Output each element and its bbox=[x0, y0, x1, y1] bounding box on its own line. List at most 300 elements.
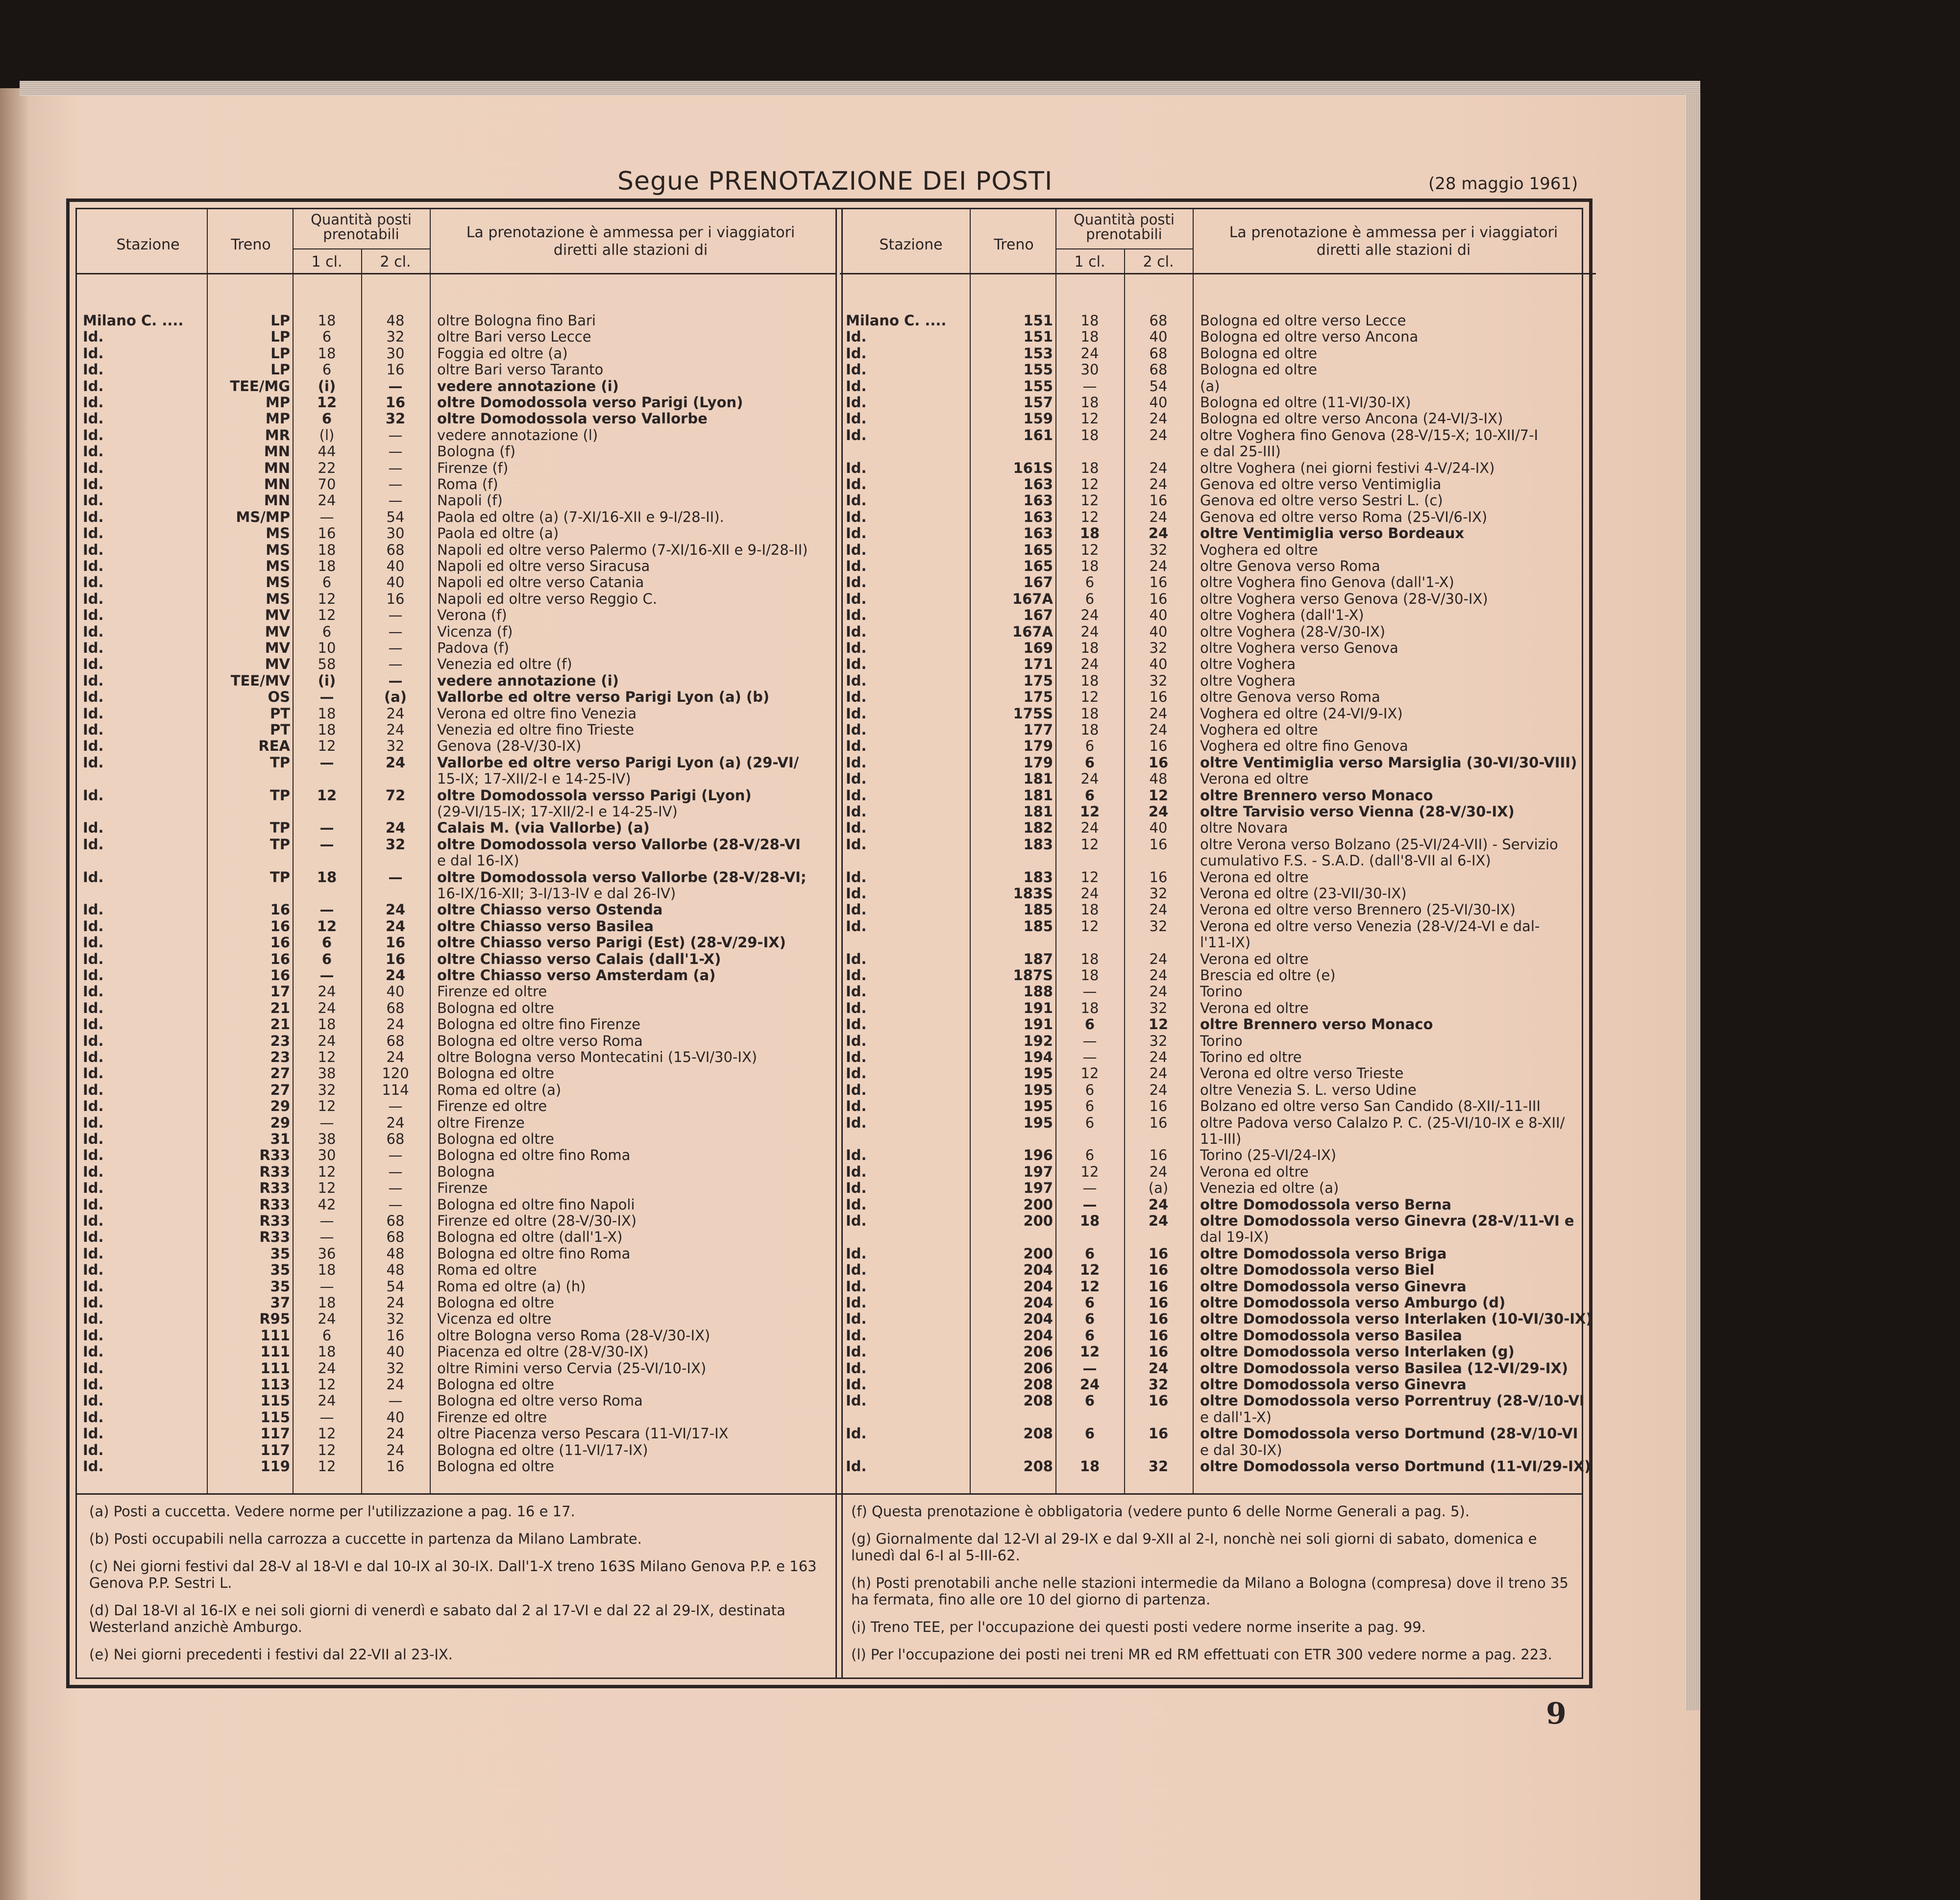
station-cell: Id. bbox=[846, 1425, 867, 1442]
second-class-cell: 32 bbox=[1148, 1376, 1169, 1393]
table-row bbox=[77, 558, 835, 574]
table-row bbox=[77, 672, 835, 689]
second-class-cell: 24 bbox=[386, 705, 405, 722]
station-cell: Id. bbox=[83, 754, 104, 771]
table-row bbox=[77, 640, 835, 656]
note-cell: Bologna ed oltre verso Lecce bbox=[1200, 312, 1406, 329]
second-class-cell: — bbox=[388, 426, 403, 444]
table-row bbox=[840, 361, 1596, 377]
table-row bbox=[77, 1212, 835, 1229]
note-cell: oltre Domodossola verso Basilea (12-VI/29-IX) bbox=[1200, 1359, 1568, 1377]
second-class-cell: 24 bbox=[1149, 901, 1168, 918]
second-class-cell: 40 bbox=[386, 1343, 405, 1360]
station-cell: Id. bbox=[83, 819, 104, 837]
station-cell: Id. bbox=[846, 1180, 867, 1197]
table-row bbox=[77, 819, 835, 836]
table-row bbox=[77, 492, 835, 508]
station-cell: Id. bbox=[83, 1180, 104, 1197]
note-cell: Bologna ed oltre bbox=[437, 1131, 554, 1147]
station-cell: Id. bbox=[846, 1049, 867, 1065]
table-row bbox=[77, 1392, 835, 1408]
note-cell: Verona ed oltre bbox=[1200, 999, 1309, 1016]
note-cell: Roma ed oltre bbox=[437, 1261, 537, 1279]
note-cell: Verona ed oltre verso Brennero (25-VI/30-IX) bbox=[1200, 901, 1516, 918]
first-class-cell: — bbox=[1082, 1196, 1097, 1213]
first-class-cell: 18 bbox=[1080, 950, 1099, 967]
note-cell: Bologna ed oltre verso Ancona bbox=[1200, 328, 1419, 345]
first-class-cell: 6 bbox=[1084, 1310, 1095, 1328]
table-row bbox=[77, 852, 835, 868]
second-class-cell: 16 bbox=[1149, 1114, 1168, 1131]
station-cell: Id. bbox=[846, 623, 867, 640]
first-class-cell: 6 bbox=[1085, 574, 1095, 591]
second-class-cell: — bbox=[388, 476, 403, 493]
table-row bbox=[840, 1114, 1596, 1131]
station-cell: Id. bbox=[846, 1392, 867, 1409]
table-row bbox=[840, 1425, 1596, 1441]
station-cell: Id. bbox=[846, 410, 867, 427]
note-cell: Paola ed oltre (a) bbox=[437, 525, 559, 542]
first-class-cell: 12 bbox=[1080, 836, 1099, 853]
first-class-cell: — bbox=[1082, 1049, 1097, 1065]
station-cell: Id. bbox=[83, 1310, 104, 1328]
table-row bbox=[840, 705, 1596, 721]
note-cell: oltre Domodossola verso Dortmund (11-VI/29-IX) bbox=[1200, 1458, 1591, 1475]
train-cell: 115 bbox=[260, 1392, 290, 1409]
station-cell: Id. bbox=[83, 345, 104, 362]
train-cell: 117 bbox=[260, 1441, 290, 1458]
second-class-cell: 16 bbox=[386, 361, 405, 378]
station-cell: Id. bbox=[846, 394, 867, 411]
note-cell: Vicenza ed oltre bbox=[437, 1310, 552, 1328]
train-cell: 27 bbox=[270, 1065, 290, 1082]
header-stazione: Stazione bbox=[116, 236, 180, 253]
first-class-cell: 38 bbox=[318, 1131, 336, 1147]
footnote: (b) Posti occupabili nella carrozza a cuccette in partenza da Milano Lambrate. bbox=[89, 1530, 642, 1547]
train-cell: 35 bbox=[270, 1245, 290, 1262]
train-cell: 183 bbox=[1023, 836, 1053, 853]
station-cell: Id. bbox=[83, 917, 104, 935]
station-cell: Id. bbox=[83, 640, 104, 656]
second-class-cell: 24 bbox=[1149, 983, 1168, 1000]
table-row bbox=[77, 934, 835, 950]
note-cell: oltre Domodossola versso Parigi (Lyon) bbox=[437, 787, 752, 804]
train-cell: MN bbox=[264, 492, 290, 509]
first-class-cell: 18 bbox=[318, 721, 336, 738]
first-class-cell: (i) bbox=[318, 377, 336, 395]
train-cell: 113 bbox=[260, 1376, 290, 1393]
table-row bbox=[840, 1065, 1596, 1081]
second-class-cell: 16 bbox=[1148, 1261, 1169, 1279]
table-row bbox=[840, 607, 1596, 623]
second-class-cell: 24 bbox=[1149, 476, 1168, 493]
station-cell: Id. bbox=[846, 1278, 867, 1295]
note-cell: Napoli (f) bbox=[437, 492, 503, 509]
table-row bbox=[840, 460, 1596, 476]
table-row bbox=[840, 901, 1596, 917]
first-class-cell: 58 bbox=[318, 656, 336, 673]
note-cell: Venezia ed oltre (a) bbox=[1200, 1180, 1339, 1197]
train-cell: TP bbox=[270, 787, 290, 804]
station-cell: Id. bbox=[83, 836, 104, 853]
first-class-cell: 44 bbox=[318, 443, 336, 460]
second-class-cell: 48 bbox=[1149, 770, 1168, 788]
station-cell: Id. bbox=[83, 705, 104, 722]
first-class-cell: 12 bbox=[1080, 508, 1099, 525]
second-class-cell: 68 bbox=[386, 1229, 405, 1246]
note-cell: Roma ed oltre (a) (h) bbox=[437, 1278, 586, 1295]
table-row bbox=[840, 1098, 1596, 1114]
train-cell: LP bbox=[270, 312, 290, 329]
note-cell: oltre Voghera (nei giorni festivi 4-V/24-IX) bbox=[1200, 459, 1495, 476]
train-cell: 163 bbox=[1023, 525, 1053, 542]
first-class-cell: 12 bbox=[318, 1458, 336, 1475]
table-row bbox=[77, 1196, 835, 1212]
second-class-cell: — bbox=[388, 640, 403, 656]
note-cell: Genova ed oltre verso Ventimiglia bbox=[1200, 476, 1442, 493]
table-row bbox=[77, 1425, 835, 1441]
note-cell: Voghera ed oltre bbox=[1200, 721, 1318, 738]
first-class-cell: 18 bbox=[1079, 525, 1100, 542]
note-cell: Bologna bbox=[437, 1163, 495, 1180]
station-cell: Id. bbox=[83, 508, 104, 525]
station-cell: Id. bbox=[846, 1245, 867, 1262]
second-class-cell: 24 bbox=[386, 1114, 405, 1131]
first-class-cell: 12 bbox=[1080, 476, 1099, 493]
train-cell: 181 bbox=[1023, 770, 1053, 788]
station-cell: Id. bbox=[846, 689, 867, 706]
first-class-cell: 12 bbox=[1080, 410, 1099, 427]
second-class-cell: 16 bbox=[1148, 754, 1169, 771]
note-cell: Bologna ed oltre verso Roma bbox=[437, 1392, 643, 1409]
first-class-cell: 12 bbox=[1080, 1163, 1099, 1180]
note-cell: Napoli ed oltre verso Reggio C. bbox=[437, 590, 657, 607]
table-row bbox=[77, 361, 835, 377]
station-cell: Id. bbox=[846, 590, 867, 607]
train-cell: 167A bbox=[1012, 623, 1053, 640]
first-class-cell: 24 bbox=[318, 1032, 336, 1049]
first-class-cell: 12 bbox=[318, 590, 336, 607]
table-row bbox=[840, 951, 1596, 967]
note-cell: Verona ed oltre fino Venezia bbox=[437, 705, 637, 722]
table-row bbox=[840, 328, 1596, 345]
station-cell: Id. bbox=[83, 1229, 104, 1246]
train-cell: 204 bbox=[1023, 1278, 1053, 1295]
station-cell: Id. bbox=[846, 819, 867, 837]
first-class-cell: (l) bbox=[319, 426, 335, 444]
second-class-cell: 48 bbox=[386, 1245, 405, 1262]
train-cell: 155 bbox=[1023, 377, 1053, 395]
train-cell: MP bbox=[265, 394, 290, 411]
train-cell: 151 bbox=[1023, 328, 1053, 345]
station-cell: Id. bbox=[83, 656, 104, 673]
note-cell: Genova (28-V/30-IX) bbox=[437, 738, 582, 755]
train-cell: 111 bbox=[260, 1343, 290, 1360]
first-class-cell: 6 bbox=[1084, 787, 1095, 804]
train-cell: 188 bbox=[1023, 983, 1053, 1000]
station-cell: Id. bbox=[83, 476, 104, 493]
first-class-cell: 6 bbox=[1085, 590, 1095, 607]
note-cell: Firenze (f) bbox=[437, 459, 509, 476]
note-cell: Torino ed oltre bbox=[1200, 1049, 1302, 1065]
note-cell: Roma (f) bbox=[437, 476, 498, 493]
note-cell: dal 19-IX) bbox=[1200, 1229, 1269, 1246]
note-cell: Voghera ed oltre bbox=[1200, 541, 1318, 558]
train-cell: 165 bbox=[1023, 541, 1053, 558]
second-class-cell: 16 bbox=[1148, 1278, 1169, 1295]
second-class-cell: 24 bbox=[1148, 525, 1169, 542]
train-cell: 151 bbox=[1023, 312, 1053, 329]
train-cell: 185 bbox=[1023, 901, 1053, 918]
train-cell: 192 bbox=[1023, 1032, 1053, 1049]
table-row bbox=[840, 410, 1596, 426]
table-row bbox=[840, 885, 1596, 901]
note-cell: oltre Ventimiglia verso Bordeaux bbox=[1200, 525, 1465, 542]
station-cell: Id. bbox=[83, 1016, 104, 1033]
station-cell: Milano C. .... bbox=[83, 312, 184, 329]
train-cell: LP bbox=[270, 345, 290, 362]
table-row bbox=[840, 591, 1596, 607]
table-row bbox=[840, 1310, 1596, 1327]
table-row bbox=[77, 1327, 835, 1343]
train-cell: R33 bbox=[259, 1147, 290, 1164]
footnote: (l) Per l'occupazione dei posti nei treni MR ed RM effettuati con ETR 300 vedere norme a pag. 223. bbox=[851, 1646, 1552, 1663]
first-class-cell: 30 bbox=[1080, 361, 1099, 378]
second-class-cell: 30 bbox=[386, 345, 405, 362]
first-class-cell: 42 bbox=[318, 1196, 336, 1213]
first-class-cell: 6 bbox=[321, 410, 332, 427]
table-row bbox=[840, 427, 1596, 443]
footnote: (d) Dal 18-VI al 16-IX e nei soli giorni di venerdì e sabato dal 2 al 17-VI e dal 22 al 29-IX, destinata Westerland anzichè Amburgo. bbox=[89, 1602, 785, 1635]
train-cell: TEE/MG bbox=[230, 377, 290, 395]
second-class-cell: 48 bbox=[386, 312, 405, 329]
table-row bbox=[840, 476, 1596, 492]
first-class-cell: 16 bbox=[318, 525, 336, 542]
first-class-cell: — bbox=[319, 901, 334, 918]
first-class-cell: (i) bbox=[318, 672, 336, 689]
train-cell: 155 bbox=[1023, 361, 1053, 378]
second-class-cell: 24 bbox=[1149, 967, 1168, 984]
table-row bbox=[840, 1196, 1596, 1212]
note-cell: e dal 16-IX) bbox=[437, 852, 519, 869]
first-class-cell: 24 bbox=[1079, 1376, 1100, 1393]
table-row bbox=[77, 1310, 835, 1327]
train-cell: 163 bbox=[1023, 476, 1053, 493]
table-row bbox=[840, 836, 1596, 852]
station-cell: Id. bbox=[846, 328, 867, 345]
train-cell: PT bbox=[270, 705, 290, 722]
train-cell: MS bbox=[266, 574, 290, 591]
station-cell: Id. bbox=[846, 1359, 867, 1377]
table-header bbox=[840, 209, 1596, 274]
note-cell: Torino bbox=[1200, 983, 1243, 1000]
train-cell: MV bbox=[265, 640, 290, 656]
first-class-cell: 12 bbox=[1080, 917, 1099, 935]
train-cell: 163 bbox=[1023, 492, 1053, 509]
note-cell: oltre Tarvisio verso Vienna (28-V/30-IX) bbox=[1200, 803, 1515, 820]
train-cell: 181 bbox=[1023, 787, 1053, 804]
second-class-cell: 16 bbox=[385, 934, 406, 951]
station-cell: Id. bbox=[846, 541, 867, 558]
first-class-cell: 12 bbox=[318, 1049, 336, 1065]
train-cell: 185 bbox=[1023, 917, 1053, 935]
table-row bbox=[840, 869, 1596, 885]
table-row bbox=[77, 901, 835, 917]
train-cell: 208 bbox=[1023, 1392, 1053, 1409]
train-cell: 111 bbox=[260, 1359, 290, 1377]
table-row bbox=[77, 607, 835, 623]
station-cell: Id. bbox=[83, 459, 104, 476]
table-row bbox=[77, 460, 835, 476]
station-cell: Id. bbox=[83, 1114, 104, 1131]
station-cell: Id. bbox=[846, 836, 867, 853]
train-cell: 16 bbox=[270, 901, 290, 918]
table-row bbox=[840, 378, 1596, 394]
first-class-cell: 18 bbox=[1080, 459, 1099, 476]
table-row bbox=[840, 574, 1596, 590]
note-cell: Bologna ed oltre bbox=[437, 1065, 554, 1082]
second-class-cell: 24 bbox=[1149, 705, 1168, 722]
note-cell: 15-IX; 17-XII/2-I e 14-25-IV) bbox=[437, 770, 631, 788]
note-cell: oltre Domodossola verso Vallorbe bbox=[437, 410, 708, 427]
second-class-cell: 24 bbox=[1149, 1065, 1168, 1082]
train-cell: 21 bbox=[270, 999, 290, 1016]
train-cell: 165 bbox=[1023, 558, 1053, 574]
first-class-cell: 30 bbox=[318, 1147, 336, 1164]
train-cell: MV bbox=[265, 623, 290, 640]
train-cell: OS bbox=[268, 689, 290, 706]
first-class-cell: 6 bbox=[1084, 754, 1095, 771]
second-class-cell: — bbox=[388, 1147, 403, 1164]
train-cell: 182 bbox=[1023, 819, 1053, 837]
station-cell: Id. bbox=[83, 1261, 104, 1279]
table-row bbox=[77, 1360, 835, 1376]
train-cell: 175 bbox=[1023, 672, 1053, 689]
first-class-cell: 18 bbox=[1079, 1212, 1100, 1229]
note-cell: oltre Brennero verso Monaco bbox=[1200, 1016, 1433, 1033]
first-class-cell: 6 bbox=[322, 328, 332, 345]
train-cell: 197 bbox=[1023, 1180, 1053, 1197]
second-class-cell: — bbox=[388, 1196, 403, 1213]
second-class-cell: 32 bbox=[386, 1310, 405, 1328]
train-cell: 161 bbox=[1023, 426, 1053, 444]
second-class-cell: — bbox=[388, 868, 403, 886]
footnote: (a) Posti a cuccetta. Vedere norme per l'utilizzazione a pag. 16 e 17. bbox=[89, 1503, 575, 1520]
note-cell: Piacenza ed oltre (28-V/30-IX) bbox=[437, 1343, 649, 1360]
train-cell: 16 bbox=[270, 950, 290, 967]
second-class-cell: 16 bbox=[385, 950, 406, 967]
first-class-cell: 24 bbox=[318, 999, 336, 1016]
second-class-cell: 68 bbox=[1149, 312, 1168, 329]
second-class-cell: 24 bbox=[386, 721, 405, 738]
note-cell: Verona ed oltre bbox=[1200, 1163, 1309, 1180]
station-cell: Id. bbox=[846, 967, 867, 984]
first-class-cell: 12 bbox=[318, 1376, 336, 1393]
table-row bbox=[77, 787, 835, 803]
table-row bbox=[77, 705, 835, 721]
note-cell: Napoli ed oltre verso Siracusa bbox=[437, 558, 650, 574]
first-class-cell: 6 bbox=[1085, 738, 1095, 755]
table-row bbox=[77, 754, 835, 770]
train-cell: 206 bbox=[1023, 1343, 1053, 1360]
footnote: (c) Nei giorni festivi dal 28-V al 18-VI e dal 10-IX al 30-IX. Dall'1-X treno 163S Milano Genova P.P. e 163 Genova P.P. Sestri L. bbox=[89, 1558, 817, 1591]
station-cell: Id. bbox=[83, 1131, 104, 1147]
table-row bbox=[840, 509, 1596, 525]
table-row bbox=[77, 803, 835, 819]
station-cell: Id. bbox=[846, 492, 867, 509]
station-cell: Id. bbox=[846, 558, 867, 574]
note-cell: cumulativo F.S. - S.A.D. (dall'8-VII al 6-IX) bbox=[1200, 852, 1491, 869]
first-class-cell: 18 bbox=[318, 1343, 336, 1360]
footnote-divider bbox=[77, 1493, 1582, 1495]
note-cell: Bologna ed oltre verso Roma bbox=[437, 1032, 643, 1049]
station-cell: Id. bbox=[846, 868, 867, 886]
station-cell: Id. bbox=[83, 377, 104, 395]
train-cell: MS bbox=[266, 590, 290, 607]
table-row bbox=[840, 672, 1596, 689]
table-row bbox=[840, 754, 1596, 770]
note-cell: Foggia ed oltre (a) bbox=[437, 345, 568, 362]
note-cell: Bologna (f) bbox=[437, 443, 516, 460]
note-cell: Padova (f) bbox=[437, 640, 510, 656]
note-cell: oltre Voghera verso Genova (28-V/30-IX) bbox=[1200, 590, 1488, 607]
train-cell: 191 bbox=[1023, 999, 1053, 1016]
train-cell: MV bbox=[265, 656, 290, 673]
first-class-cell: — bbox=[1082, 1359, 1097, 1377]
note-cell: Napoli ed oltre verso Catania bbox=[437, 574, 644, 591]
note-cell: oltre Domodossola verso Ginevra bbox=[1200, 1278, 1467, 1295]
table-row bbox=[840, 721, 1596, 738]
first-class-cell: 32 bbox=[318, 1081, 336, 1098]
first-class-cell: 24 bbox=[318, 1359, 336, 1377]
station-cell: Id. bbox=[846, 901, 867, 918]
table-row bbox=[840, 1016, 1596, 1032]
second-class-cell: (a) bbox=[384, 689, 407, 706]
second-class-cell: 24 bbox=[385, 917, 406, 935]
station-cell: Id. bbox=[83, 868, 104, 886]
first-class-cell: — bbox=[319, 819, 334, 837]
second-class-cell: 16 bbox=[1149, 836, 1168, 853]
first-class-cell: — bbox=[1082, 1032, 1097, 1049]
table-row bbox=[77, 1065, 835, 1081]
station-cell: Id. bbox=[846, 1163, 867, 1180]
train-cell: LP bbox=[270, 328, 290, 345]
note-cell: Bologna ed oltre fino Firenze bbox=[437, 1016, 641, 1033]
first-class-cell: 6 bbox=[322, 623, 332, 640]
note-cell: Verona ed oltre bbox=[1200, 950, 1309, 967]
second-class-cell: 16 bbox=[1148, 1392, 1169, 1409]
note-cell: Verona (f) bbox=[437, 607, 507, 624]
table-row bbox=[840, 1392, 1596, 1408]
second-class-cell: 24 bbox=[1149, 459, 1168, 476]
station-cell: Id. bbox=[846, 1147, 867, 1164]
table-row bbox=[840, 852, 1596, 868]
first-class-cell: 24 bbox=[1080, 345, 1099, 362]
station-cell: Id. bbox=[846, 345, 867, 362]
first-class-cell: 18 bbox=[318, 558, 336, 574]
train-cell: MS bbox=[266, 541, 290, 558]
train-cell: 200 bbox=[1023, 1212, 1053, 1229]
second-class-cell: 16 bbox=[1148, 1245, 1169, 1262]
train-cell: 183S bbox=[1013, 885, 1053, 902]
train-cell: 177 bbox=[1023, 721, 1053, 738]
note-cell: Firenze ed oltre bbox=[437, 1408, 547, 1426]
station-cell: Id. bbox=[83, 901, 104, 918]
second-class-cell: 32 bbox=[1148, 1458, 1169, 1475]
table-row bbox=[77, 1049, 835, 1065]
first-class-cell: — bbox=[319, 1278, 334, 1295]
first-class-cell: 12 bbox=[1080, 1065, 1099, 1082]
